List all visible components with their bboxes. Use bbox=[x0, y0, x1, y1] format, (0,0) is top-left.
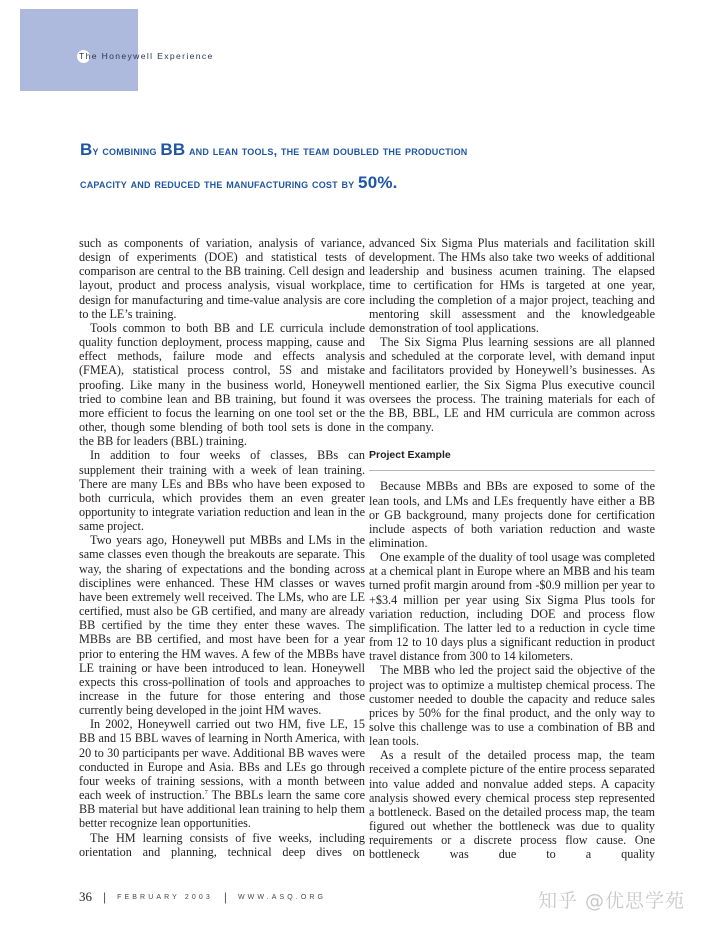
pull-quote-text: y combining bbox=[92, 144, 161, 158]
pull-quote-text: capacity and reduced the manufacturing cost by bbox=[80, 177, 359, 191]
left-column bbox=[79, 236, 365, 859]
footer-divider: | bbox=[103, 890, 107, 904]
paragraph: Because MBBs and BBs are exposed to some of the lean tools, and LMs and LEs frequently have either a BB or GB background, many projects done for certification include aspects of both variation reduction and waste elimination. bbox=[369, 479, 655, 550]
watermark: 知乎 @优思学苑 bbox=[538, 890, 686, 912]
paragraph: In addition to four weeks of classes, BBs can supplement their training with a week of lean training. There are many LEs and BBs who have been exposed to both curricula, which provides them an even greater opportunity to integrate variation reduction and lean in the same project. bbox=[79, 448, 365, 534]
paragraph: Two years ago, Honeywell put MBBs and LMs in the same classes even though the breakouts are separate. This way, the sharing of expectations and the bonding across disciplines were enhanced. These HM classes or waves have been extremely well received. The LMs, who are LE certified, must also be GB certified, and many are already BB certified by the time they enter these waves. The MBBs are BB certified, and most have been for a year prior to entering the HM waves. A few of the MBBs have LE training or have been introduced to lean. Honeywell expects this cross-pollination of tools and approaches to increase in the future for those entering and those currently being developed in the joint HM waves. bbox=[79, 533, 365, 718]
pull-quote-line-1 bbox=[80, 134, 660, 167]
paragraph: As a result of the detailed process map, the team received a complete picture of the entire process separated into value added and nonvalue added steps. A capacity analysis showed every chemical process step represented a bottleneck. Based on the detailed process map, the team figured out whether the bottleneck was due to quality requirements or a discrete process flow cause. One bottleneck was due to a quality bbox=[369, 748, 655, 862]
paragraph bbox=[79, 717, 365, 830]
paragraph: Tools common to both BB and LE curricula include quality function deployment, process mapping, cause and effect methods, failure mode and effects analysis (FMEA), statistical process control, 5S and mistake proofing. Like many in the business world, Honeywell tried to combine lean and BB training, but found it was more efficient to focus the learning on one tool set or the other, though some blending of both tool sets is done in the BB for leaders (BBL) training. bbox=[79, 320, 365, 449]
paragraph: The HM learning consists of five weeks, including orientation and planning, technical deep dives on bbox=[79, 830, 365, 859]
pull-quote-line-2 bbox=[80, 167, 660, 200]
paragraph-text: The BBLs learn the same core BB material but have additional lean training to help them better recognize lean opportunities. bbox=[79, 788, 365, 831]
pull-quote-initial: B bbox=[80, 140, 93, 159]
paragraph: such as components of variation, analysis of variance, design of experiments (DOE) and statistical tests of comparison are central to the BB training. Cell design and layout, product and process analysis, visual workplace, design for manufacturing and time-value analysis are core to the LE’s training. bbox=[79, 236, 365, 321]
footnote-ref[interactable]: 7 bbox=[204, 790, 208, 797]
paragraph-text: In 2002, Honeywell carried out two HM, five LE, 15 BB and 15 BBL waves of learning in North America, with 20 to 30 participants per wave. Additional BB waves were conducted in Europe and Asia. BBs and LEs go through four weeks of training sessions, with a month between each week of instruction. bbox=[79, 717, 365, 803]
footer-divider: | bbox=[223, 890, 227, 904]
issue-date: FEBRUARY 2003 bbox=[117, 893, 213, 901]
paragraph: The MBB who led the project said the objective of the project was to optimize a multistep chemical process. The customer needed to double the capacity and reduce sales prices by 50% for the final product, and the only way to solve this challenge was to use a combination of BB and lean tools. bbox=[369, 663, 655, 749]
paragraph: advanced Six Sigma Plus materials and facilitation skill development. The HMs also take two weeks of additional leadership and business acumen training. The elapsed time to certification for HMs is targeted at one year, including the completion of a major project, teaching and mentoring skill assessment and the knowledgeable demonstration of tool applications. bbox=[369, 236, 655, 335]
section-heading-project-example: Project Example bbox=[369, 448, 655, 471]
right-column bbox=[369, 236, 655, 862]
pull-quote-bb: BB bbox=[160, 140, 186, 159]
pull-quote bbox=[80, 134, 660, 200]
page-number: 36 bbox=[79, 889, 92, 904]
pull-quote-percent: 50%. bbox=[358, 173, 398, 192]
section-header-box bbox=[20, 9, 138, 91]
website-link[interactable]: WWW.ASQ.ORG bbox=[237, 893, 327, 901]
pull-quote-text: and lean tools, the team doubled the production bbox=[185, 144, 468, 158]
paragraph: One example of the duality of tool usage was completed at a chemical plant in Europe where an MBB and his team turned profit margin around from -$0.9 million per year to +$3.4 million per year using Six Sigma Plus tools for variation reduction, including DOE and process flow simplification. The latter led to a reduction in cycle time from 12 to 10 days plus a significant reduction in product travel distance from 300 to 14 kilometers. bbox=[369, 550, 655, 664]
page-footer bbox=[79, 889, 326, 905]
section-label: The Honeywell Experience bbox=[79, 51, 214, 61]
paragraph: The Six Sigma Plus learning sessions are all planned and scheduled at the corporate level, with demand input and facilitators provided by Honeywell’s businesses. As mentioned earlier, the Six Sigma Plus executive council oversees the process. The training materials for each of the BB, BBL, LE and HM curricula are common across the company. bbox=[369, 335, 655, 435]
